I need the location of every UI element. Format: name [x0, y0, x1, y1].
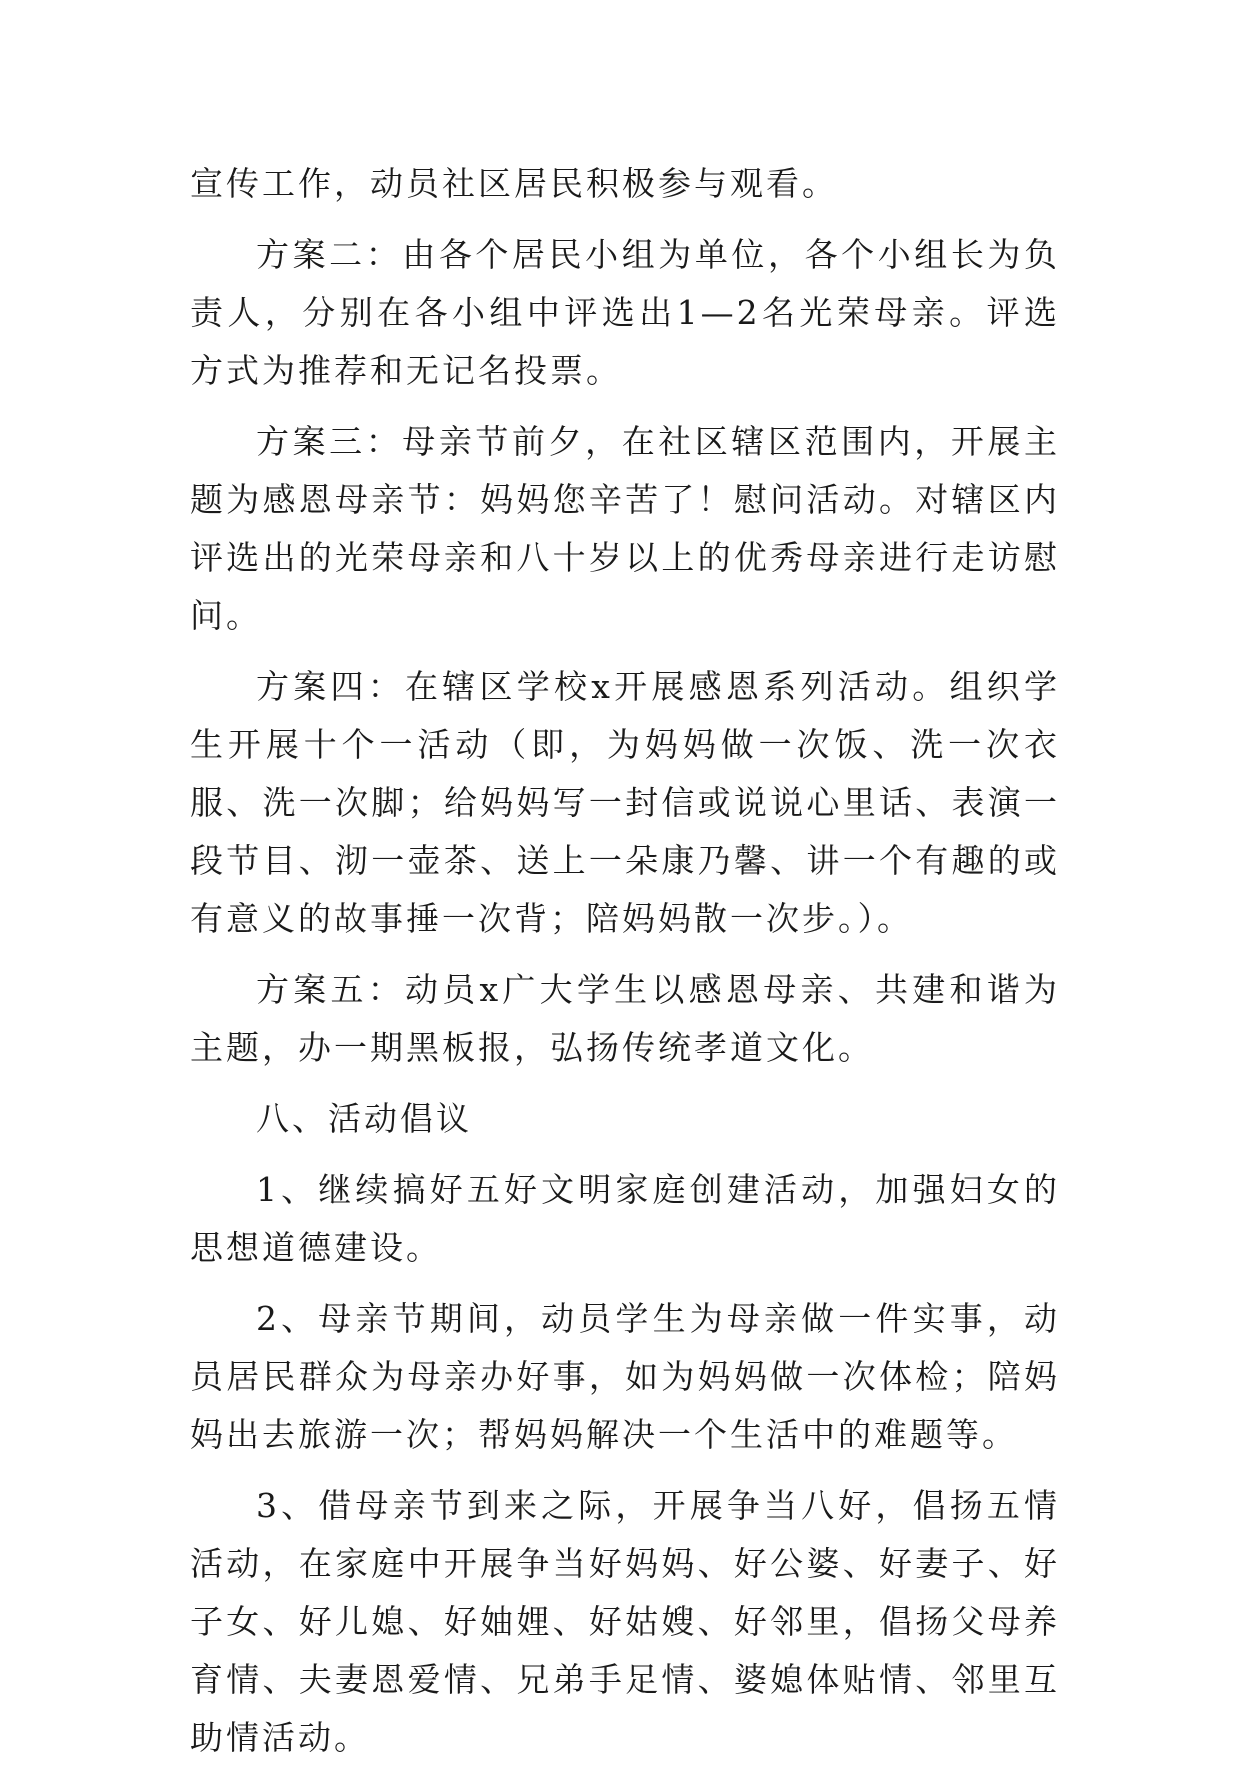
document-body	[190, 155, 1060, 1780]
paragraph-proposal-two: 2、母亲节期间，动员学生为母亲做一件实事，动员居民群众为母亲办好事，如为妈妈做一次体检；陪妈妈出去旅游一次；帮妈妈解决一个生活中的难题等。	[190, 1299, 1060, 1454]
paragraph-proposal-three: 3、借母亲节到来之际，开展争当八好，倡扬五情活动，在家庭中开展争当好妈妈、好公婆、好妻子、好子女、好儿媳、好妯娌、好姑嫂、好邻里，倡扬父母养育情、夫妻恩爱情、兄弟手足情、婆媳体贴情、邻里互助情活动。	[190, 1486, 1060, 1757]
section-heading-activity-proposal: 八、活动倡议	[256, 1099, 472, 1138]
paragraph-plan-four: 方案四：在辖区学校x开展感恩系列活动。组织学生开展十个一活动（即，为妈妈做一次饭、洗一次衣服、洗一次脚；给妈妈写一封信或说说心里话、表演一段节目、沏一壶茶、送上一朵康乃馨、讲一个有趣的或有意义的故事捶一次背；陪妈妈散一次步。）。	[190, 667, 1060, 938]
paragraph-plan-two: 方案二：由各个居民小组为单位，各个小组长为负责人，分别在各小组中评选出1—2名光荣母亲。评选方式为推荐和无记名投票。	[190, 235, 1060, 390]
paragraph-plan-five: 方案五：动员x广大学生以感恩母亲、共建和谐为主题，办一期黑板报，弘扬传统孝道文化。	[190, 970, 1060, 1067]
paragraph-continuation: 宣传工作，动员社区居民积极参与观看。	[190, 164, 838, 203]
paragraph-proposal-one: 1、继续搞好五好文明家庭创建活动，加强妇女的思想道德建设。	[190, 1170, 1060, 1267]
paragraph-plan-three: 方案三：母亲节前夕，在社区辖区范围内，开展主题为感恩母亲节：妈妈您辛苦了！慰问活动。对辖区内评选出的光荣母亲和八十岁以上的优秀母亲进行走访慰问。	[190, 422, 1060, 635]
